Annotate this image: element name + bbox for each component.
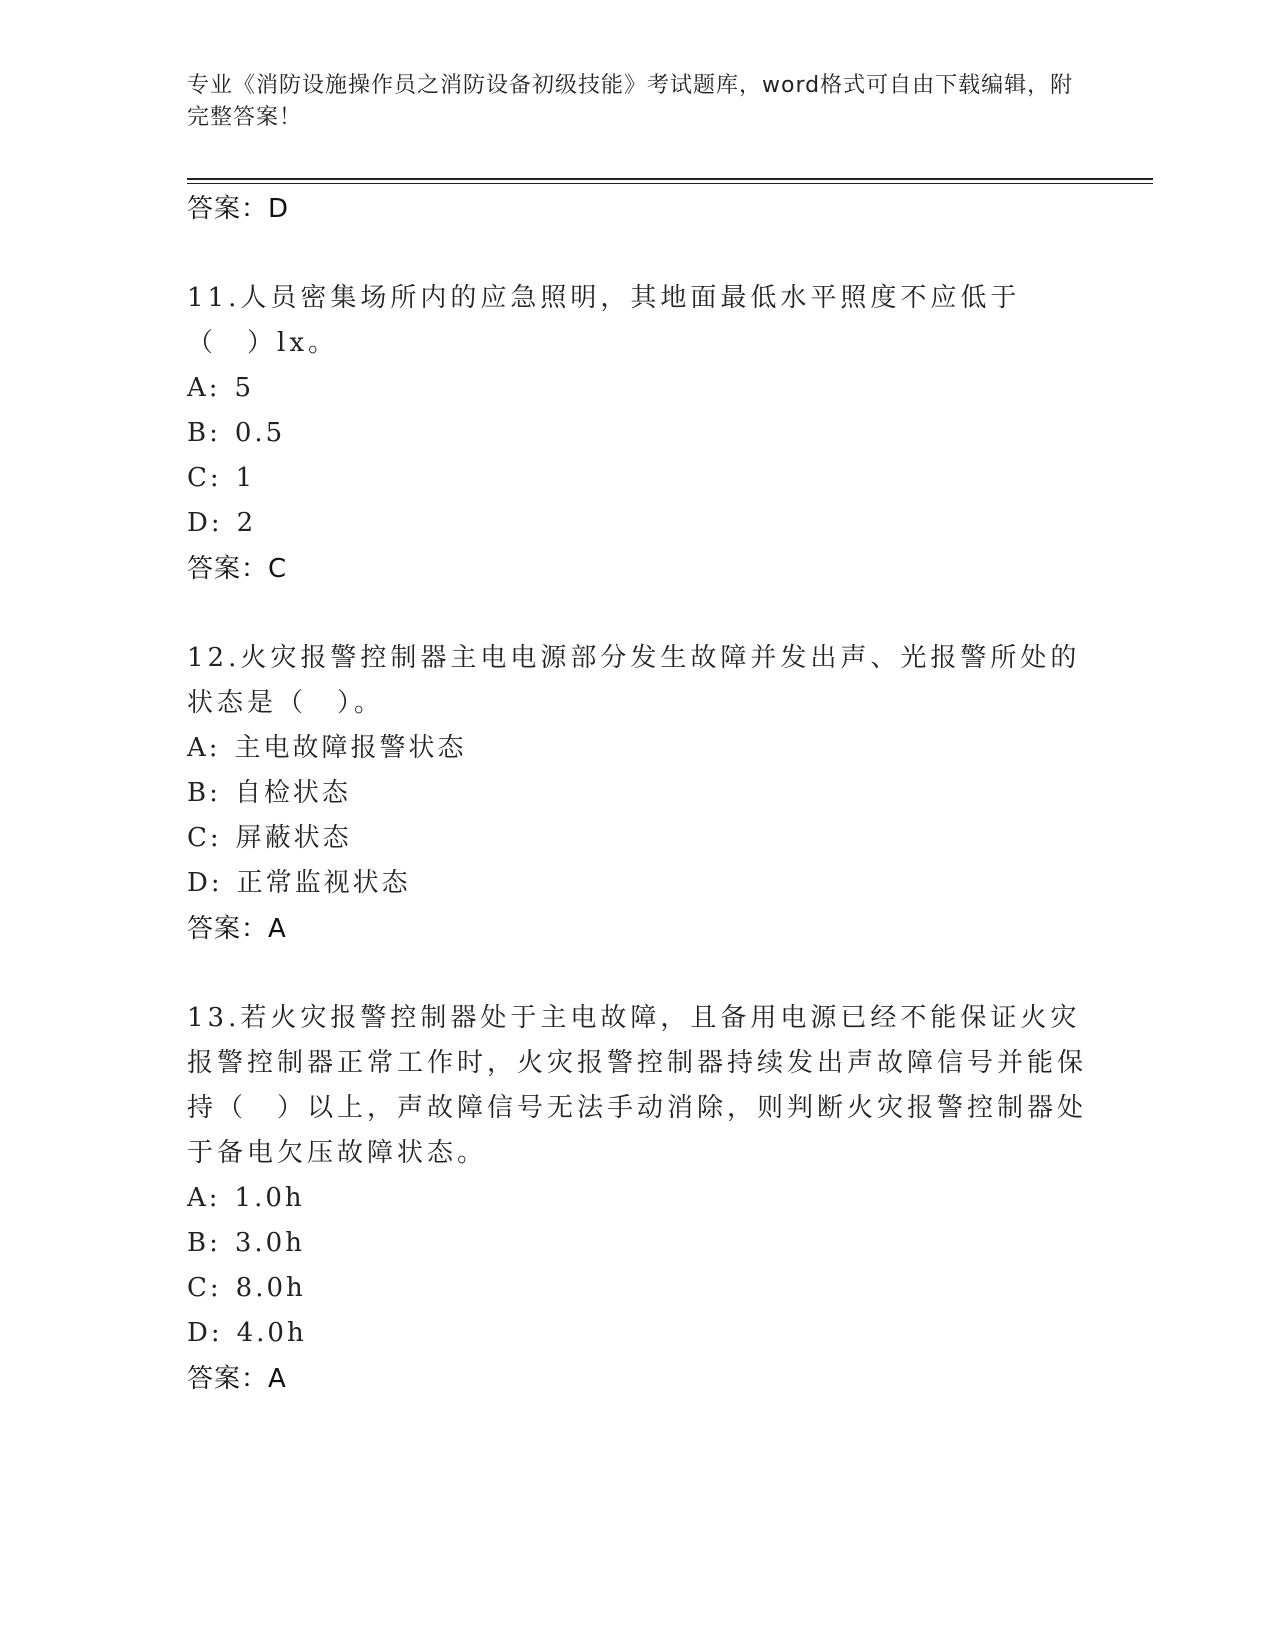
option-key: B:	[187, 778, 221, 808]
question-text: 11.人员密集场所内的应急照明，其地面最低水平照度不应低于（ ）lx。	[187, 283, 1021, 358]
option-key: C:	[187, 1273, 222, 1303]
option-value: 4.0h	[236, 1318, 307, 1348]
option-key: D:	[187, 868, 223, 898]
option-key: A:	[187, 373, 221, 403]
option-c	[187, 816, 1087, 861]
option-value: 1	[235, 463, 256, 493]
answer: 答案：A	[187, 1364, 287, 1394]
option-value: 1.0h	[234, 1183, 305, 1213]
answer: 答案：A	[187, 914, 287, 944]
option-a	[187, 366, 1087, 411]
option-value: 2	[236, 508, 257, 538]
option-value: 0.5	[234, 418, 286, 448]
option-value: 主电故障报警状态	[234, 733, 467, 763]
option-b	[187, 771, 1087, 816]
option-d	[187, 1311, 1087, 1356]
option-value: 3.0h	[234, 1228, 305, 1258]
previous-answer: 答案：D	[187, 194, 290, 224]
option-key: B:	[187, 1228, 221, 1258]
option-key: D:	[187, 508, 223, 538]
question-list	[187, 186, 1087, 1402]
option-value: 屏蔽状态	[235, 823, 352, 853]
option-d	[187, 861, 1087, 906]
option-value: 正常监视状态	[236, 868, 411, 898]
option-key: C:	[187, 463, 222, 493]
option-value: 自检状态	[234, 778, 351, 808]
question-12	[187, 636, 1087, 952]
header-divider-thin	[187, 183, 1153, 184]
option-a	[187, 1176, 1087, 1221]
option-c	[187, 456, 1087, 501]
option-key: C:	[187, 823, 222, 853]
option-key: D:	[187, 1318, 223, 1348]
option-a	[187, 726, 1087, 771]
option-d	[187, 501, 1087, 546]
document-header	[187, 70, 1087, 134]
option-key: A:	[187, 1183, 221, 1213]
question-11	[187, 276, 1087, 592]
option-value: 5	[234, 373, 255, 403]
option-c	[187, 1266, 1087, 1311]
header-divider-thick	[187, 178, 1153, 180]
question-13	[187, 996, 1087, 1402]
question-text: 12.火灾报警控制器主电电源部分发生故障并发出声、光报警所处的状态是（ ）。	[187, 643, 1081, 718]
question-text: 13.若火灾报警控制器处于主电故障，且备用电源已经不能保证火灾报警控制器正常工作时，火灾报警控制器持续发出声故障信号并能保持（ ）以上，声故障信号无法手动消除，则判断火灾报警控制器处于备电欠压故障状态。	[187, 1003, 1088, 1168]
header-text: 专业《消防设施操作员之消防设备初级技能》考试题库，word格式可自由下载编辑，附完整答案！	[187, 73, 1074, 130]
option-value: 8.0h	[235, 1273, 306, 1303]
answer: 答案：C	[187, 554, 288, 584]
option-b	[187, 411, 1087, 456]
option-b	[187, 1221, 1087, 1266]
option-key: A:	[187, 733, 221, 763]
option-key: B:	[187, 418, 221, 448]
